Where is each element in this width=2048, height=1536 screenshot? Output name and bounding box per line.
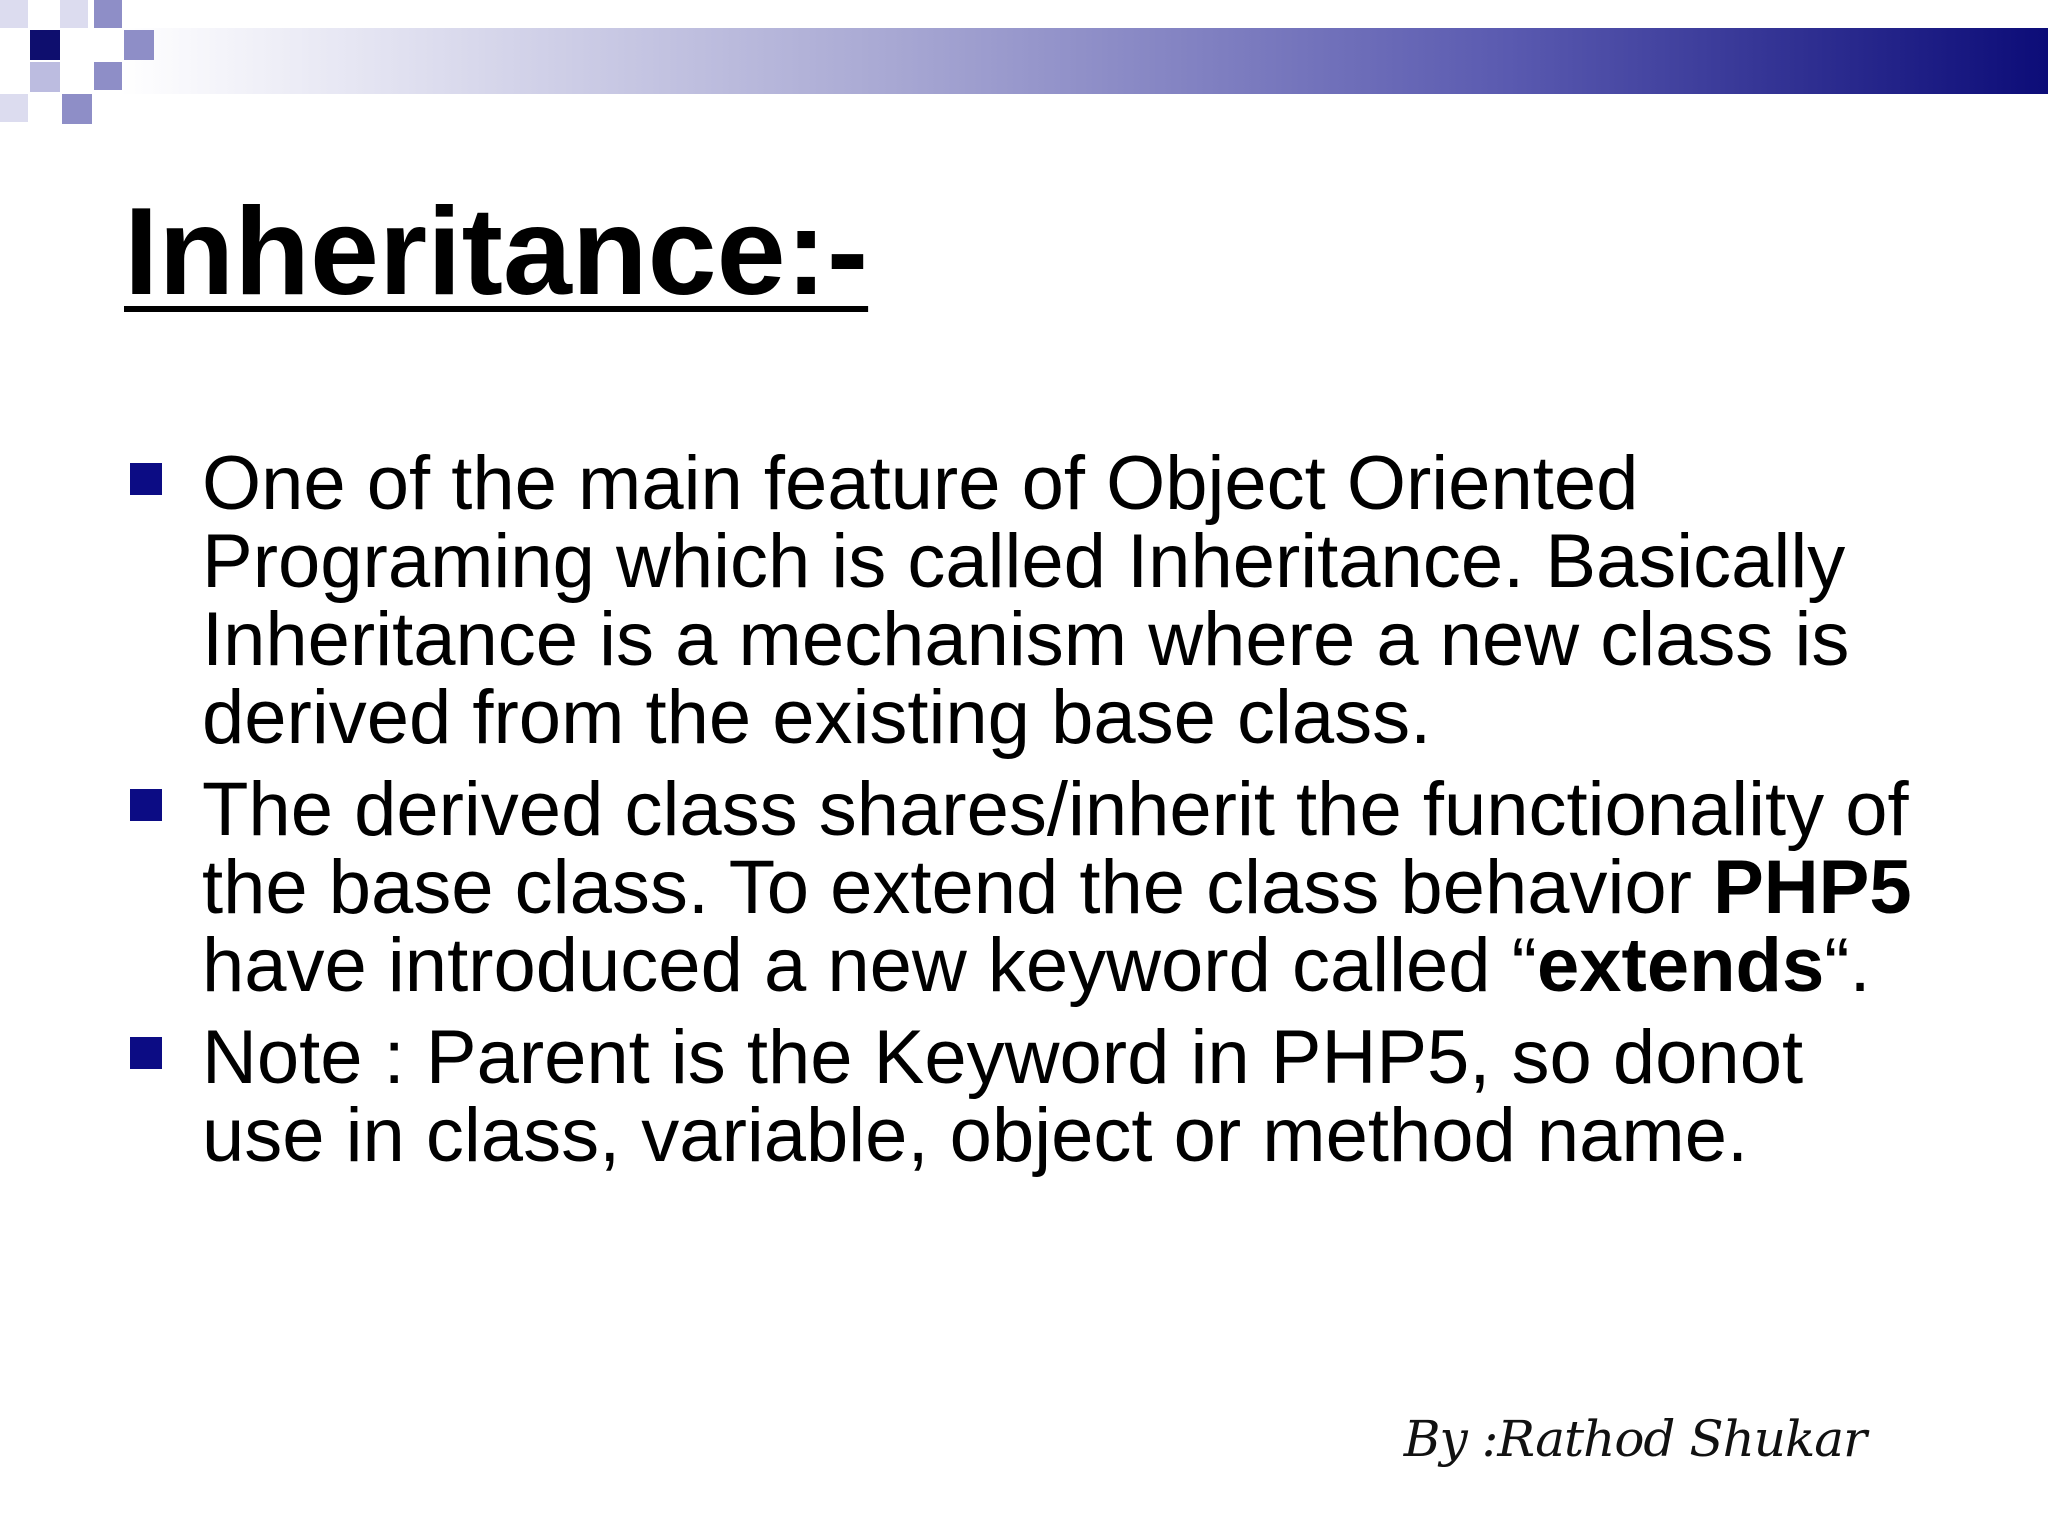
- square-bullet-icon: [130, 463, 162, 495]
- keyword-php5: PHP5: [1713, 845, 1912, 930]
- bullet-item-2: [124, 767, 1944, 1008]
- square-bullet-icon: [130, 1037, 162, 1069]
- keyword-extends: extends: [1536, 923, 1825, 1008]
- bullet-text-segment: “.: [1824, 923, 1871, 1008]
- header-gradient-band: [120, 28, 2048, 94]
- bullet-text: One of the main feature of Object Oriented Programing which is called Inheritance. Basically Inheritance is a mechanism where a new class is derived from the existing base class.: [202, 441, 1850, 760]
- bullet-list: [124, 441, 1944, 1189]
- author-credit: By :Rathod Shukar: [1403, 1410, 1866, 1468]
- bullet-item-3: [124, 1015, 1944, 1178]
- bullet-text-segment: have introduced a new keyword called “: [202, 923, 1537, 1008]
- bullet-text-segment: The derived class shares/inherit the functionality of the base class. To extend the class behavior: [202, 767, 1909, 930]
- square-bullet-icon: [130, 789, 162, 821]
- decor-square: [124, 30, 154, 60]
- bullet-item-1: [124, 441, 1944, 760]
- decor-square: [30, 62, 60, 92]
- decor-square: [94, 0, 122, 28]
- bullet-text: [202, 767, 1912, 1008]
- bullet-text: Note : Parent is the Keyword in PHP5, so donot use in class, variable, object or method name.: [202, 1015, 1804, 1178]
- decor-square: [60, 0, 88, 28]
- slide-title: Inheritance:-: [124, 183, 869, 321]
- decor-square: [30, 30, 60, 60]
- decor-square: [0, 0, 28, 28]
- decor-square: [94, 62, 122, 90]
- decor-square: [62, 94, 92, 124]
- decor-square: [0, 94, 28, 122]
